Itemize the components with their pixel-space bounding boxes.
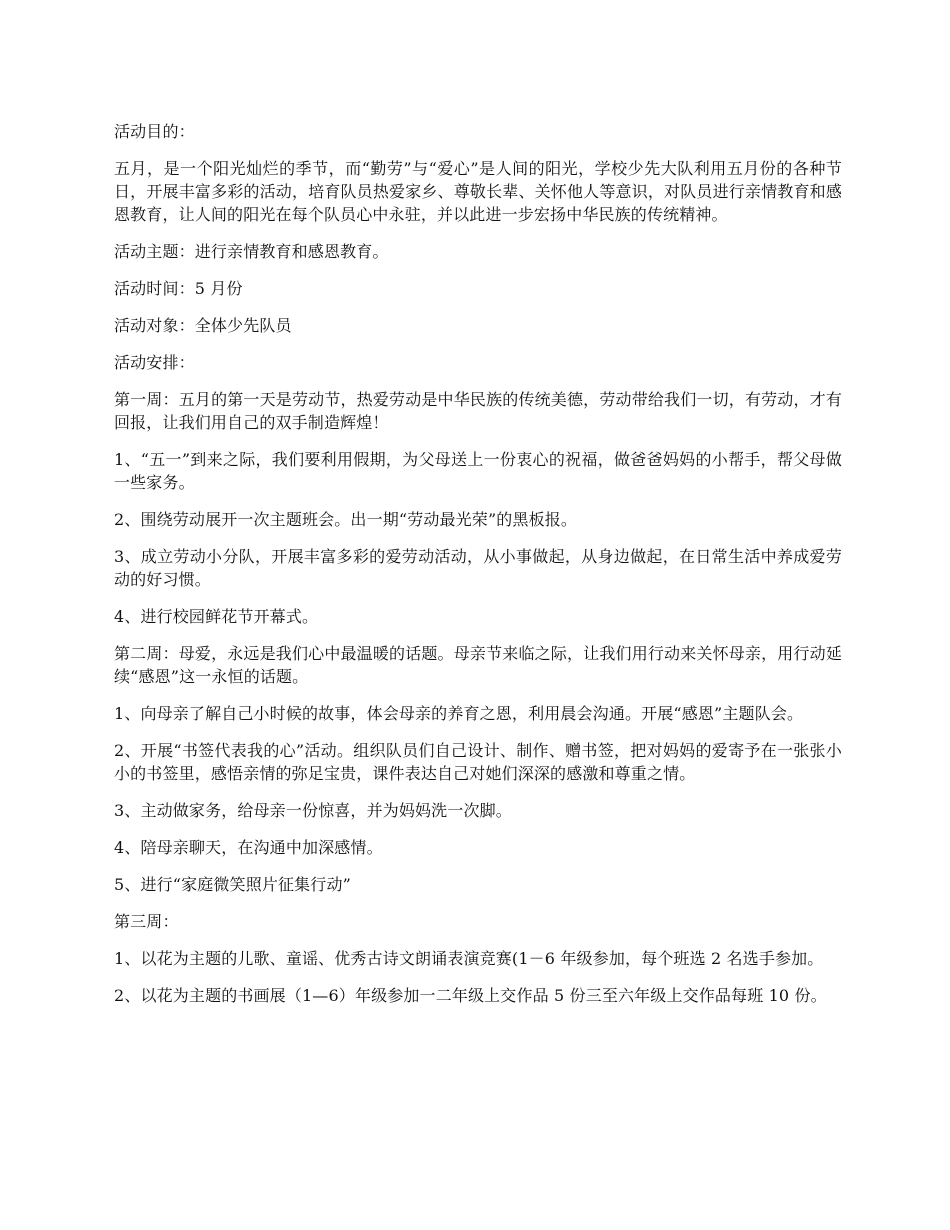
paragraph-time: 活动时间：5 月份 [114,279,243,298]
list-item-week3-2: 2、以花为主题的书画展（1—6）年级参加一二年级上交作品 5 份三至六年级上交作品每班 10 份。 [114,986,827,1005]
list-item-week2-2: 2、开展“书签代表我的心”活动。组织队员们自己设计、制作、赠书签，把对妈妈的爱寄予在一张张小小的书签里，感悟亲情的弥足宝贵，课件表达自己对她们深深的感激和尊重之情。 [114,741,842,783]
list-item-week2-3: 3、主动做家务，给母亲一份惊喜，并为妈妈洗一次脚。 [114,801,512,820]
list-item-week1-3: 3、成立劳动小分队，开展丰富多彩的爱劳动活动，从小事做起，从身边做起，在日常生活中养成爱劳动的好习惯。 [114,547,842,589]
paragraph-theme: 活动主题：进行亲情教育和感恩教育。 [114,242,389,261]
paragraph-week-1: 第一周：五月的第一天是劳动节，热爱劳动是中华民族的传统美德，劳动带给我们一切，有劳动，才有回报，让我们用自己的双手制造辉煌！ [114,390,842,432]
list-item-week1-2: 2、围绕劳动展开一次主题班会。出一期“劳动最光荣”的黑板报。 [114,510,578,529]
list-item-week1-4: 4、进行校园鲜花节开幕式。 [114,607,319,626]
list-item-week2-1: 1、向母亲了解自己小时候的故事，体会母亲的养育之恩，利用晨会沟通。开展“感恩”主题队会。 [114,704,804,723]
heading-arrangement: 活动安排： [114,353,195,372]
paragraph-week-3: 第三周： [114,912,179,931]
list-item-week2-5: 5、进行“家庭微笑照片征集行动” [114,875,351,894]
paragraph-audience: 活动对象：全体少先队员 [114,316,292,335]
paragraph-purpose-body: 五月，是一个阳光灿烂的季节，而“勤劳”与“爱心”是人间的阳光，学校少先大队利用五月份的各种节日，开展丰富多彩的活动，培育队员热爱家乡、尊敬长辈、关怀他人等意识，对队员进行亲情教育和感恩教育，让人间的阳光在每个队员心中永驻，并以此进一步宏扬中华民族的传统精神。 [114,159,842,224]
list-item-week1-1: 1、“五一”到来之际，我们要利用假期，为父母送上一份衷心的祝福，做爸爸妈妈的小帮手，帮父母做一些家务。 [114,450,842,492]
list-item-week2-4: 4、陪母亲聊天，在沟通中加深感情。 [114,838,383,857]
heading-purpose: 活动目的： [114,122,195,141]
paragraph-week-2: 第二周：母爱，永远是我们心中最温暖的话题。母亲节来临之际，让我们用行动来关怀母亲，用行动延续“感恩”这一永恒的话题。 [114,644,842,686]
list-item-week3-1: 1、以花为主题的儿歌、童谣、优秀古诗文朗诵表演竞赛(1－6 年级参加，每个班选 2 名选手参加。 [114,949,824,968]
document-page [114,120,842,1021]
